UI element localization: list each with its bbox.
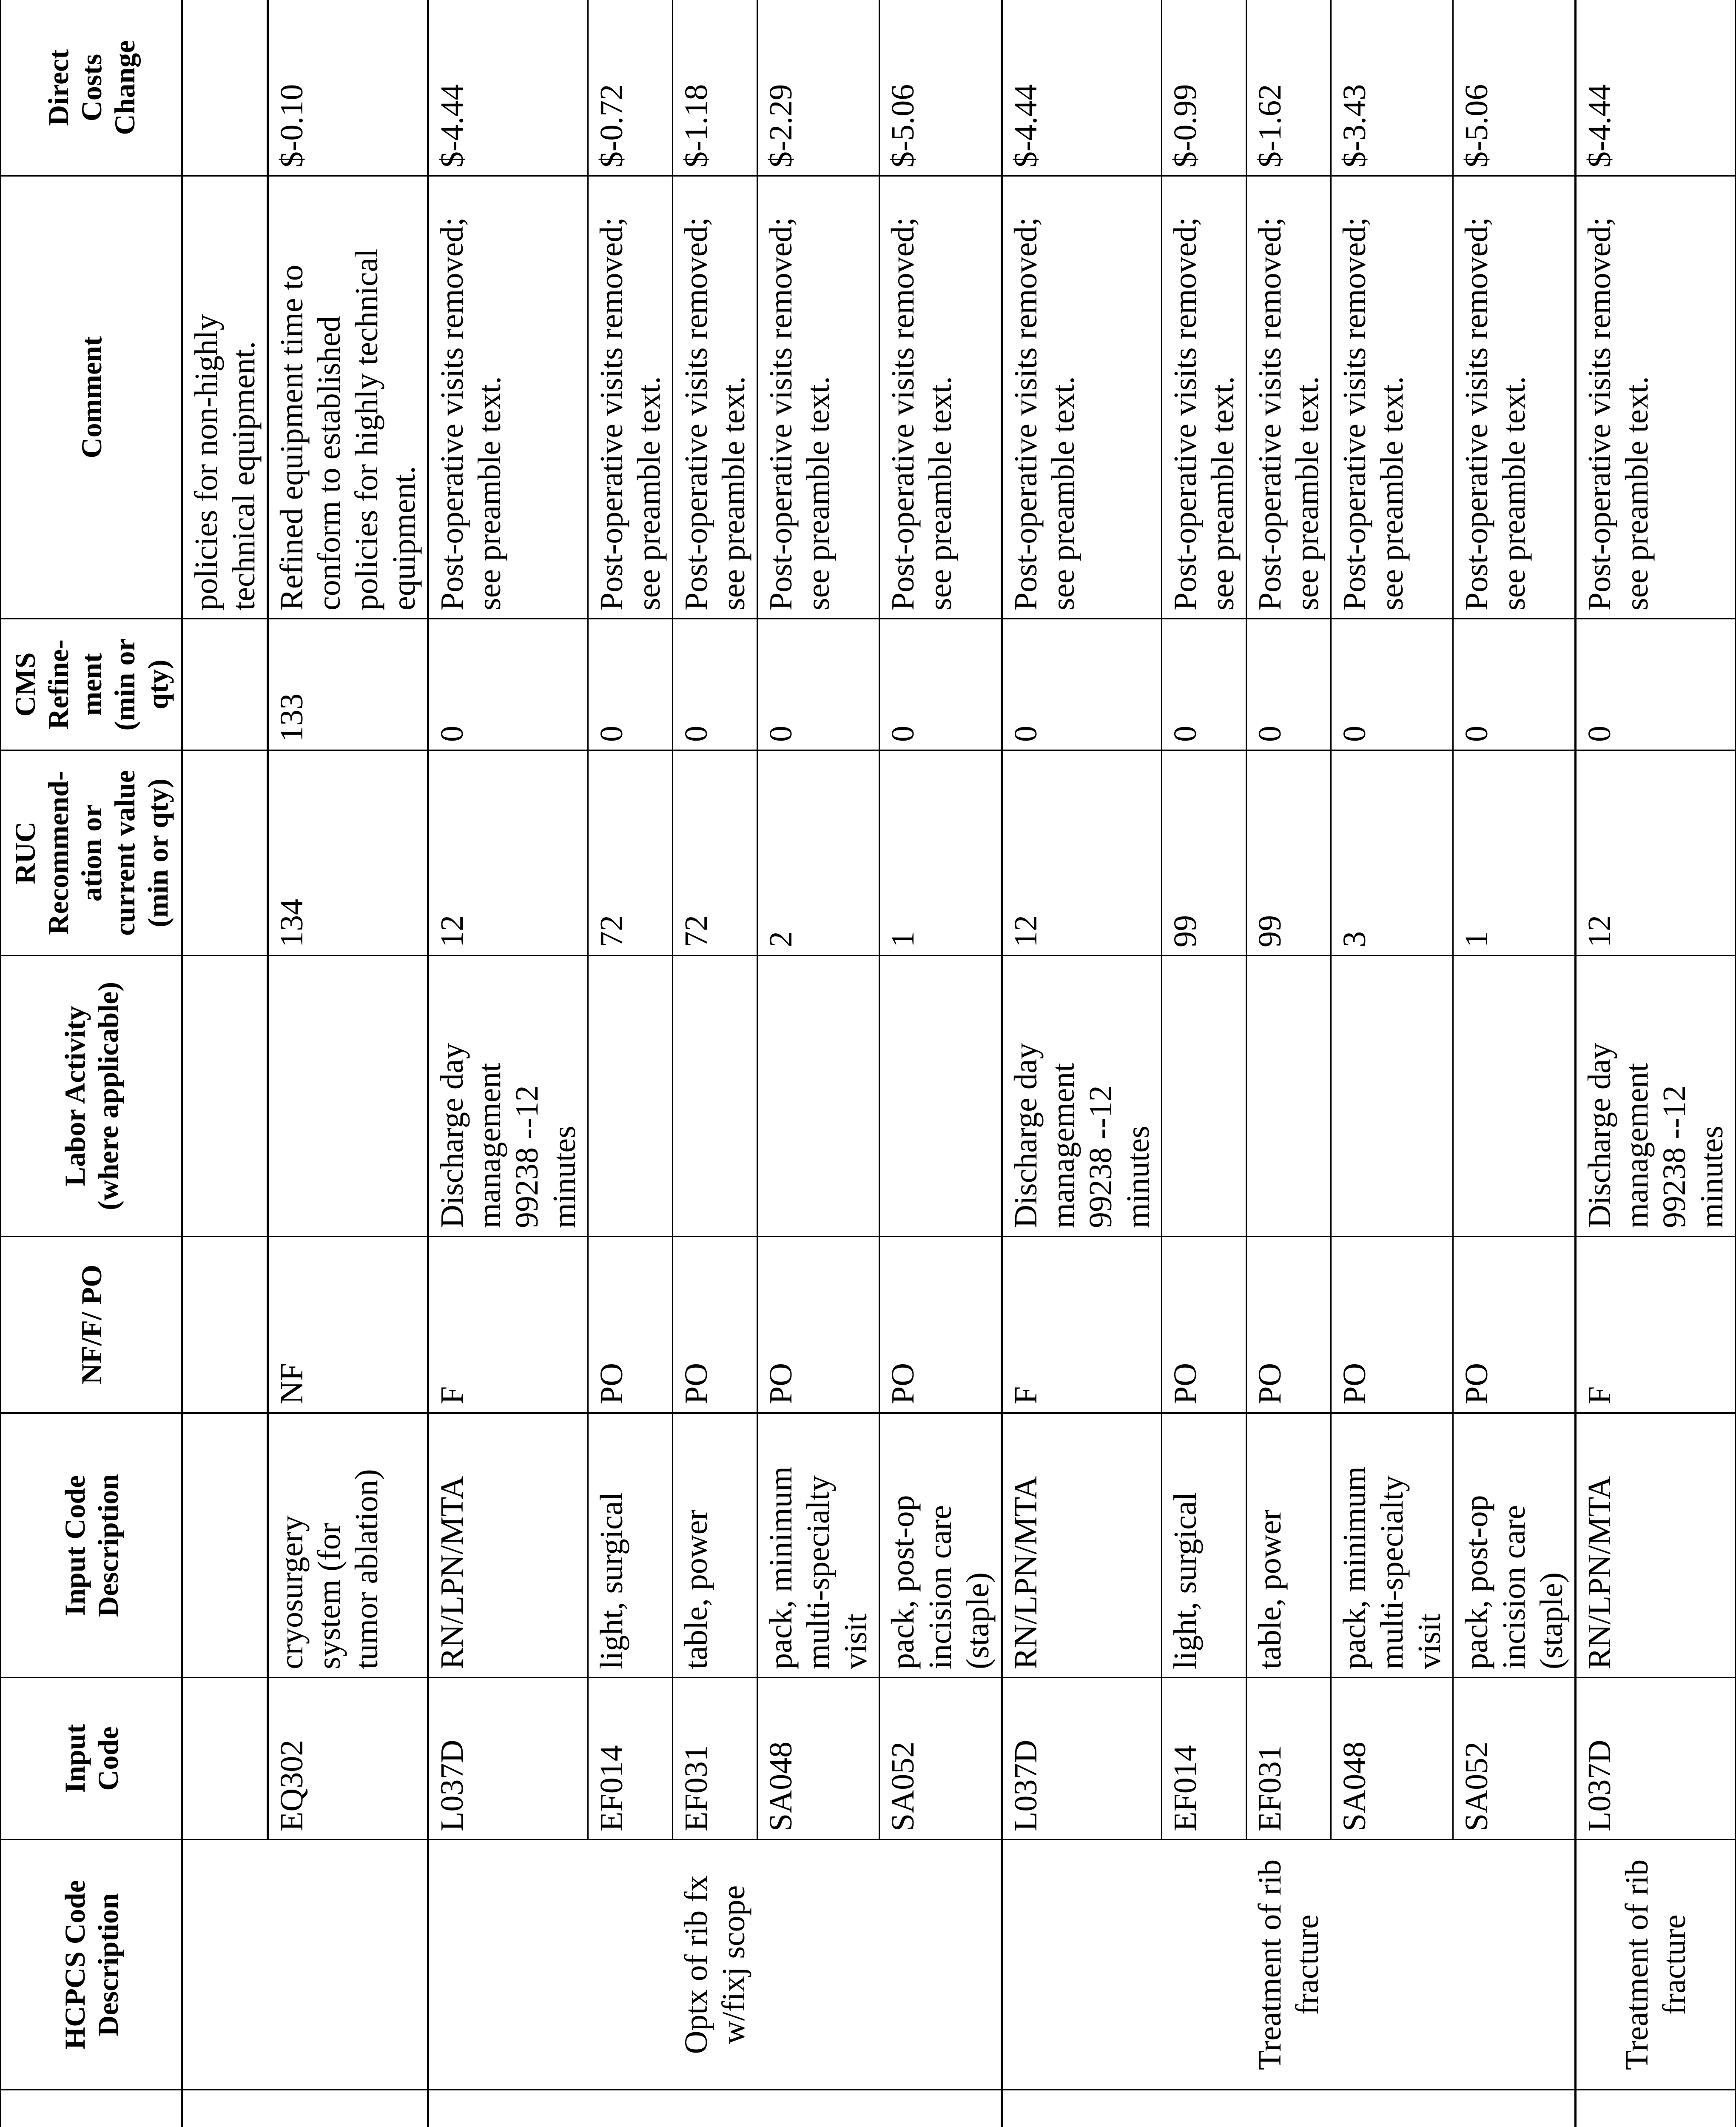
cell-direct-costs-change bbox=[182, 0, 268, 176]
cell-comment: Post-operative visits removed; see preamble text. bbox=[428, 176, 588, 619]
cell-nf-f-po: PO bbox=[673, 1237, 757, 1413]
table-row bbox=[673, 0, 757, 2127]
cell-cms-refinement: 0 bbox=[428, 619, 588, 750]
cell-comment: Refined equipment time to conform to established policies for highly technical equipment. bbox=[268, 176, 428, 619]
cell-ruc-recommendation: 12 bbox=[428, 750, 588, 956]
cell-direct-costs-change: $-2.29 bbox=[757, 0, 879, 176]
cell-comment: Post-operative visits removed; see preamble text. bbox=[673, 176, 757, 619]
table-row bbox=[1247, 0, 1331, 2127]
cell-cms-refinement: 0 bbox=[879, 619, 1002, 750]
column-header-hcpcs-code bbox=[1, 2090, 182, 2127]
table-row bbox=[1002, 0, 1162, 2127]
cell-hcpcs-code bbox=[428, 2090, 1002, 2127]
cell-direct-costs-change: $-3.43 bbox=[1331, 0, 1453, 176]
cell-nf-f-po: NF bbox=[268, 1237, 428, 1413]
cell-nf-f-po: PO bbox=[1453, 1237, 1576, 1413]
cell-nf-f-po: F bbox=[1002, 1237, 1162, 1413]
cell-hcpcs-code bbox=[182, 2090, 428, 2127]
cell-input-code-description: light, surgical bbox=[1162, 1413, 1247, 1678]
cell-input-code-description: pack, minimum multi-specialty visit bbox=[1331, 1413, 1453, 1678]
cell-direct-costs-change: $-4.44 bbox=[1002, 0, 1162, 176]
cell-ruc-recommendation: 12 bbox=[1576, 750, 1736, 956]
cell-input-code-description: RN/LPN/MTA bbox=[428, 1413, 588, 1678]
cell-cms-refinement: 0 bbox=[1162, 619, 1247, 750]
cell-labor-activity: Discharge day management 99238 --12 minutes bbox=[428, 956, 588, 1237]
cell-nf-f-po: F bbox=[428, 1237, 588, 1413]
cell-cms-refinement: 0 bbox=[1331, 619, 1453, 750]
cell-input-code bbox=[182, 1678, 268, 1840]
column-header-direct-costs-change: Direct Costs Change bbox=[1, 0, 182, 176]
cell-hcpcs-code-description: Optx of rib fx w/fixj scope bbox=[428, 1840, 1002, 2090]
cell-nf-f-po: F bbox=[1576, 1237, 1736, 1413]
cell-ruc-recommendation: 12 bbox=[1002, 750, 1162, 956]
cell-direct-costs-change: $-0.10 bbox=[268, 0, 428, 176]
cell-nf-f-po: PO bbox=[879, 1237, 1002, 1413]
column-header-nf-f-po: NF/F/ PO bbox=[1, 1237, 182, 1413]
cell-comment: Post-operative visits removed; see preamble text. bbox=[1453, 176, 1576, 619]
column-header-labor-activity: Labor Activity (where applicable) bbox=[1, 956, 182, 1237]
cell-input-code: EF031 bbox=[673, 1678, 757, 1840]
cell-hcpcs-code bbox=[1576, 2090, 1736, 2127]
cell-comment: Post-operative visits removed; see preamble text. bbox=[1247, 176, 1331, 619]
table-row bbox=[1453, 0, 1576, 2127]
cell-direct-costs-change: $-4.44 bbox=[1576, 0, 1736, 176]
cell-hcpcs-code-description: Treatment of rib fracture bbox=[1576, 1840, 1736, 2090]
cell-labor-activity: Discharge day management 99238 --12 minutes bbox=[1576, 956, 1736, 1237]
cell-input-code: EF014 bbox=[588, 1678, 673, 1840]
cell-input-code: L037D bbox=[428, 1678, 588, 1840]
cell-hcpcs-code-description bbox=[182, 1840, 428, 2090]
cell-ruc-recommendation: 1 bbox=[879, 750, 1002, 956]
cell-cms-refinement: 0 bbox=[1576, 619, 1736, 750]
table-row bbox=[428, 0, 588, 2127]
cell-nf-f-po: PO bbox=[757, 1237, 879, 1413]
cell-input-code-description: RN/LPN/MTA bbox=[1002, 1413, 1162, 1678]
column-header-hcpcs-code-description: HCPCS Code Description bbox=[1, 1840, 182, 2090]
cell-comment: Post-operative visits removed; see preamble text. bbox=[1002, 176, 1162, 619]
cell-hcpcs-code-description: Treatment of rib fracture bbox=[1002, 1840, 1576, 2090]
cell-ruc-recommendation bbox=[182, 750, 268, 956]
cell-labor-activity bbox=[1453, 956, 1576, 1237]
cell-input-code: SA052 bbox=[1453, 1678, 1576, 1840]
cell-input-code: L037D bbox=[1576, 1678, 1736, 1840]
cell-comment: Post-operative visits removed; see preamble text. bbox=[1576, 176, 1736, 619]
cell-input-code-description: pack, post-op incision care (staple) bbox=[879, 1413, 1002, 1678]
cell-labor-activity bbox=[182, 956, 268, 1237]
cell-ruc-recommendation: 1 bbox=[1453, 750, 1576, 956]
cell-input-code: EQ302 bbox=[268, 1678, 428, 1840]
cell-cms-refinement: 133 bbox=[268, 619, 428, 750]
cell-labor-activity bbox=[1162, 956, 1247, 1237]
cell-direct-costs-change: $-4.44 bbox=[428, 0, 588, 176]
cell-comment: Post-operative visits removed; see preamble text. bbox=[757, 176, 879, 619]
cell-cms-refinement: 0 bbox=[673, 619, 757, 750]
cell-input-code: EF031 bbox=[1247, 1678, 1331, 1840]
cell-direct-costs-change: $-5.06 bbox=[879, 0, 1002, 176]
cell-cms-refinement bbox=[182, 619, 268, 750]
cell-labor-activity bbox=[757, 956, 879, 1237]
cell-cms-refinement: 0 bbox=[588, 619, 673, 750]
cell-nf-f-po: PO bbox=[1247, 1237, 1331, 1413]
column-header-input-code-description: Input Code Description bbox=[1, 1413, 182, 1678]
cell-input-code-description: table, power bbox=[1247, 1413, 1331, 1678]
cell-input-code-description: cryosurgery system (for tumor ablation) bbox=[268, 1413, 428, 1678]
table-row bbox=[588, 0, 673, 2127]
cell-direct-costs-change: $-1.18 bbox=[673, 0, 757, 176]
table-row bbox=[1331, 0, 1453, 2127]
cell-comment: policies for non-highly technical equipment. bbox=[182, 176, 268, 619]
table-row bbox=[879, 0, 1002, 2127]
table-row bbox=[182, 0, 268, 2127]
cell-hcpcs-code bbox=[1002, 2090, 1576, 2127]
table-row bbox=[268, 0, 428, 2127]
cell-input-code-description bbox=[182, 1413, 268, 1678]
cell-ruc-recommendation: 2 bbox=[757, 750, 879, 956]
cell-labor-activity bbox=[588, 956, 673, 1237]
cell-comment: Post-operative visits removed; see preamble text. bbox=[1162, 176, 1247, 619]
cell-direct-costs-change: $-1.62 bbox=[1247, 0, 1331, 176]
cell-nf-f-po bbox=[182, 1237, 268, 1413]
cell-direct-costs-change: $-0.99 bbox=[1162, 0, 1247, 176]
cell-input-code: SA052 bbox=[879, 1678, 1002, 1840]
cell-input-code-description: pack, minimum multi-specialty visit bbox=[757, 1413, 879, 1678]
cell-ruc-recommendation: 99 bbox=[1247, 750, 1331, 956]
cell-ruc-recommendation: 134 bbox=[268, 750, 428, 956]
cell-input-code: L037D bbox=[1002, 1678, 1162, 1840]
cell-comment: Post-operative visits removed; see preamble text. bbox=[588, 176, 673, 619]
cell-nf-f-po: PO bbox=[1331, 1237, 1453, 1413]
cell-cms-refinement: 0 bbox=[1453, 619, 1576, 750]
cell-comment: Post-operative visits removed; see preamble text. bbox=[1331, 176, 1453, 619]
cell-cms-refinement: 0 bbox=[1247, 619, 1331, 750]
cell-input-code-description: light, surgical bbox=[588, 1413, 673, 1678]
table-row bbox=[1576, 0, 1736, 2127]
cell-labor-activity bbox=[1247, 956, 1331, 1237]
cell-ruc-recommendation: 72 bbox=[673, 750, 757, 956]
column-header-ruc-recommendation: RUC Recommend- ation or current value (min or qty) bbox=[1, 750, 182, 956]
cell-nf-f-po: PO bbox=[588, 1237, 673, 1413]
cell-input-code: SA048 bbox=[1331, 1678, 1453, 1840]
cell-direct-costs-change: $-0.72 bbox=[588, 0, 673, 176]
table-row bbox=[757, 0, 879, 2127]
cell-cms-refinement: 0 bbox=[757, 619, 879, 750]
cell-labor-activity bbox=[879, 956, 1002, 1237]
cell-input-code-description: table, power bbox=[673, 1413, 757, 1678]
cell-comment: Post-operative visits removed; see preamble text. bbox=[879, 176, 1002, 619]
cell-ruc-recommendation: 3 bbox=[1331, 750, 1453, 956]
cell-input-code-description: pack, post-op incision care (staple) bbox=[1453, 1413, 1576, 1678]
cell-direct-costs-change: $-5.06 bbox=[1453, 0, 1576, 176]
cell-labor-activity bbox=[268, 956, 428, 1237]
header-row bbox=[1, 0, 182, 2127]
column-header-cms-refinement: CMS Refine- ment (min or qty) bbox=[1, 619, 182, 750]
cell-labor-activity bbox=[1331, 956, 1453, 1237]
column-header-input-code: Input Code bbox=[1, 1678, 182, 1840]
cell-nf-f-po: PO bbox=[1162, 1237, 1247, 1413]
cell-labor-activity: Discharge day management 99238 --12 minutes bbox=[1002, 956, 1162, 1237]
cell-ruc-recommendation: 72 bbox=[588, 750, 673, 956]
cell-input-code: SA048 bbox=[757, 1678, 879, 1840]
column-header-comment: Comment bbox=[1, 176, 182, 619]
cell-input-code: EF014 bbox=[1162, 1678, 1247, 1840]
table-row bbox=[1162, 0, 1247, 2127]
cell-labor-activity bbox=[673, 956, 757, 1237]
cell-ruc-recommendation: 99 bbox=[1162, 750, 1247, 956]
cell-input-code-description: RN/LPN/MTA bbox=[1576, 1413, 1736, 1678]
cell-cms-refinement: 0 bbox=[1002, 619, 1162, 750]
